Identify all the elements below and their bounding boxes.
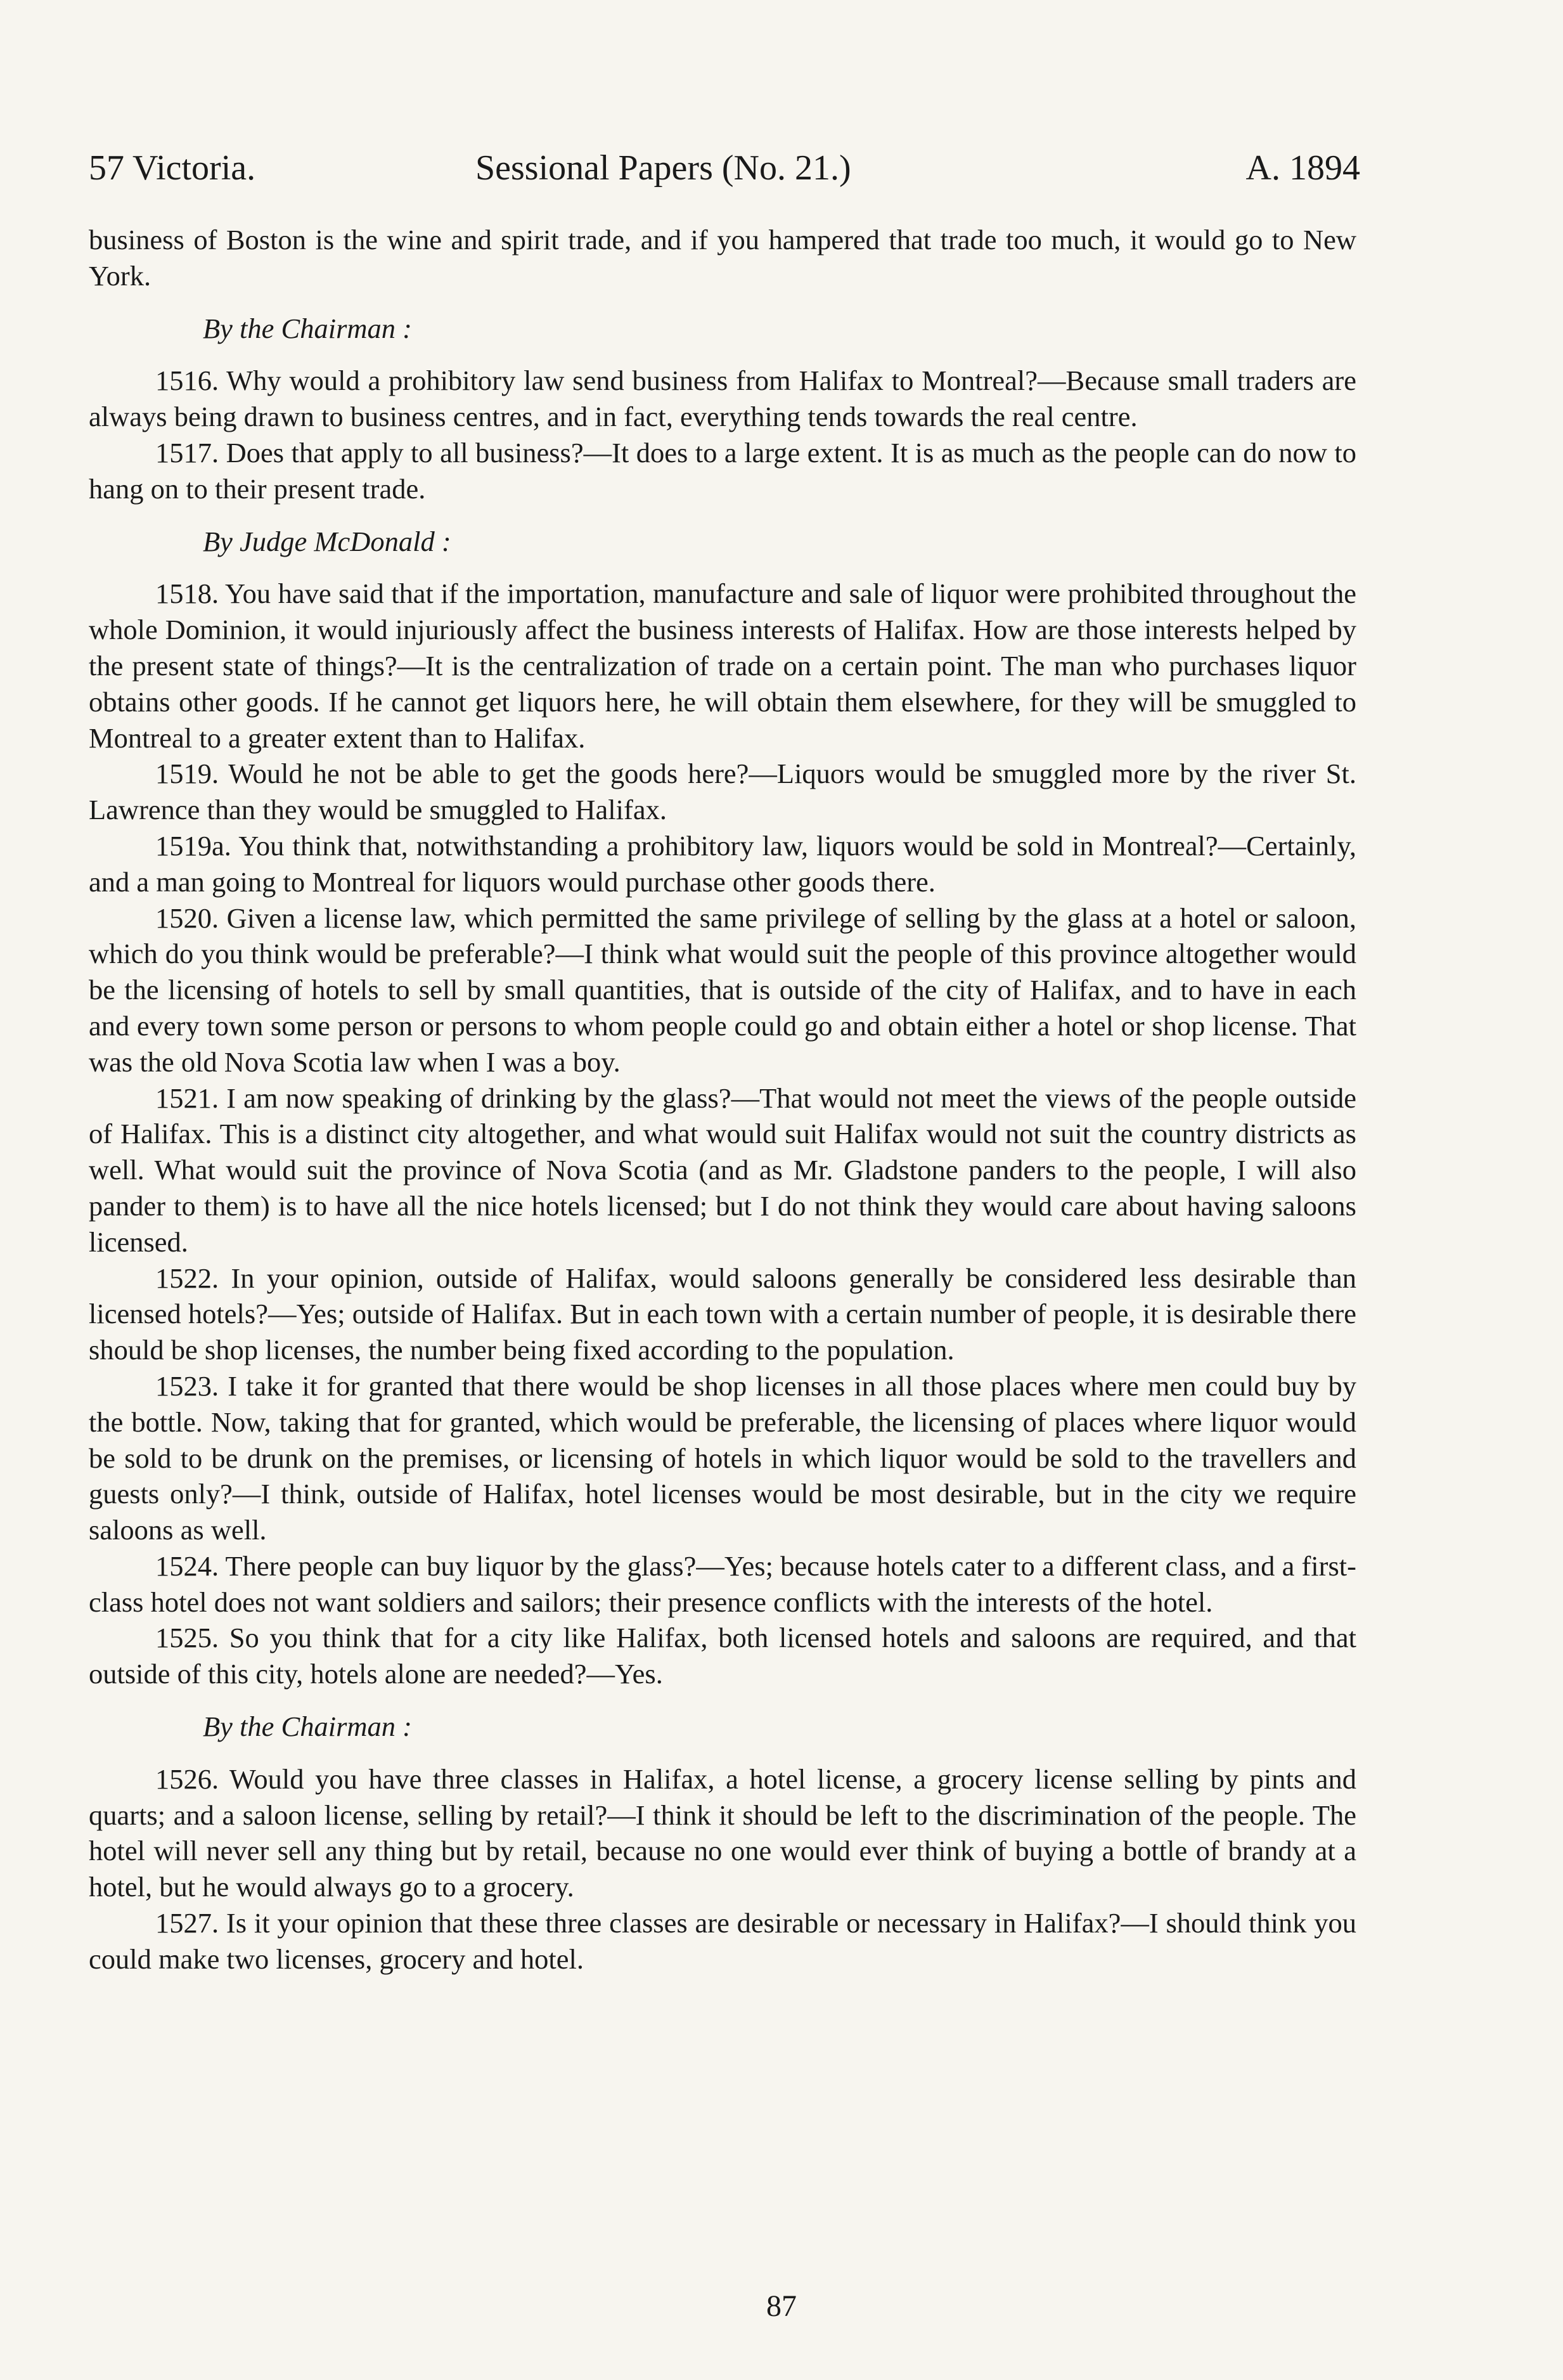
page-number: 87 <box>766 2289 797 2323</box>
speaker-heading: By Judge McDonald : <box>203 525 451 557</box>
question-1522: 1522. In your opinion, outside of Halifax, would saloons generally be considered less desirable than licensed hotels?—Yes; outside of Halifax. But in each town with a certain number of people, it is desirable there should be shop licenses, the number being fixed according to the population. <box>89 1262 1356 1366</box>
question-1526: 1526. Would you have three classes in Halifax, a hotel license, a grocery license selling by pints and quarts; and a saloon license, selling by retail?—I think it should be left to the discrimination of the people. The hotel will never sell any thing but by retail, because no one would ever think of buying a bottle of brandy at a hotel, but he would always go to a grocery. <box>89 1762 1356 1903</box>
header-title: Sessional Papers (No. 21.) <box>475 148 851 188</box>
header-session: 57 Victoria. <box>89 148 256 188</box>
speaker-heading: By the Chairman : <box>203 1711 412 1743</box>
question-1516: 1516. Why would a prohibitory law send business from Halifax to Montreal?—Because small traders are always being drawn to business centres, and in fact, everything tends towards the real centre. <box>89 365 1356 433</box>
question-1517: 1517. Does that apply to all business?—It does to a large extent. It is as much as the people can do now to hang on to their present trade. <box>89 436 1356 505</box>
question-1519a: 1519a. You think that, notwithstanding a prohibitory law, liquors would be sold in Montreal?—Certainly, and a man going to Montreal for liquors would purchase other goods there. <box>89 829 1356 898</box>
question-1525: 1525. So you think that for a city like Halifax, both licensed hotels and saloons are required, and that outside of this city, hotels alone are needed?—Yes. <box>89 1622 1356 1690</box>
page-body <box>89 222 1356 1977</box>
question-1523: 1523. I take it for granted that there would be shop licenses in all those places where men could buy by the bottle. Now, taking that for granted, which would be preferable, the licensing of places where liquor would be sold to be drunk on the premises, or licensing of hotels in which liquor would be sold to the travellers and guests only?—I think, outside of Halifax, hotel licenses would be most desirable, but in the city we require saloons as well. <box>89 1369 1356 1546</box>
question-1521: 1521. I am now speaking of drinking by the glass?—That would not meet the views of the people outside of Halifax. This is a distinct city altogether, and what would suit Halifax would not suit the country districts as well. What would suit the province of Nova Scotia (and as Mr. Gladstone panders to the people, I will also pander to them) is to have all the nice hotels licensed; but I do not think they would care about having saloons licensed. <box>89 1082 1356 1258</box>
question-1527: 1527. Is it your opinion that these three classes are desirable or necessary in Halifax?—I should think you could make two licenses, grocery and hotel. <box>89 1907 1356 1975</box>
page-header <box>89 143 1360 193</box>
question-1520: 1520. Given a license law, which permitted the same privilege of selling by the glass at a hotel or saloon, which do you think would be preferable?—I think what would suit the people of this province altogether would be the licensing of hotels to sell by small quantities, that is outside of the city of Halifax, and to have in each and every town some person or persons to whom people could go and obtain either a hotel or shop license. That was the old Nova Scotia law when I was a boy. <box>89 902 1356 1078</box>
question-1519: 1519. Would he not be able to get the goods here?—Liquors would be smuggled more by the river St. Lawrence than they would be smuggled to Halifax. <box>89 758 1356 826</box>
speaker-heading: By the Chairman : <box>203 312 412 344</box>
question-1518: 1518. You have said that if the importation, manufacture and sale of liquor were prohibited throughout the whole Dominion, it would injuriously affect the business interests of Halifax. How are those interests helped by the present state of things?—It is the centralization of trade on a certain point. The man who purchases liquor obtains other goods. If he cannot get liquors here, he will obtain them elsewhere, for they will be smuggled to Montreal to a greater extent than to Halifax. <box>89 578 1356 754</box>
paragraph-continued: business of Boston is the wine and spirit trade, and if you hampered that trade too much, it would go to New York. <box>89 224 1356 292</box>
header-year: A. 1894 <box>1245 148 1360 188</box>
question-1524: 1524. There people can buy liquor by the glass?—Yes; because hotels cater to a different class, and a first-class hotel does not want soldiers and sailors; their presence conflicts with the interests of the hotel. <box>89 1549 1356 1618</box>
